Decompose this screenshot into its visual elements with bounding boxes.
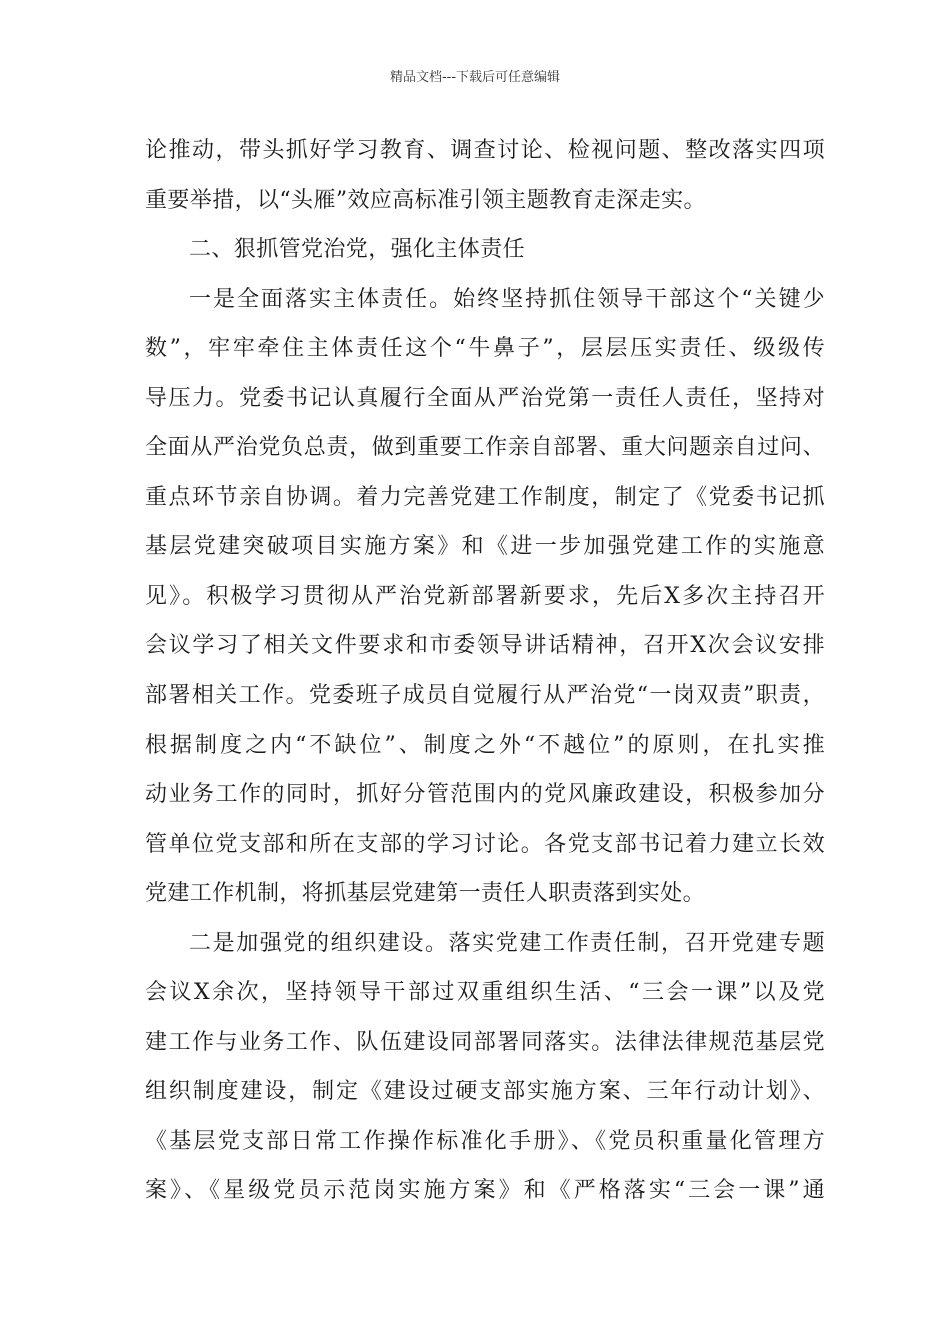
- text-line: 论推动，带头抓好学习教育、调查讨论、检视问题、整改落实四项: [145, 138, 825, 163]
- text-line: 重点环节亲自协调。着力完善党建工作制度，制定了《党委书记抓: [145, 484, 825, 510]
- page-header: 精品文档---下载后可任意编辑: [389, 70, 561, 85]
- text-line: 导压力。党委书记认真履行全面从严治党第一责任人责任，坚持对: [145, 385, 825, 411]
- text-line: 组织制度建设，制定《建设过硬支部实施方案、三年行动计划》、: [145, 1079, 825, 1105]
- text-line: 建工作与业务工作、队伍建设同部署同落实。法律法律规范基层党: [145, 1029, 825, 1055]
- text-line: 部署相关工作。党委班子成员自觉履行从严治党“一岗双责”职责，: [145, 683, 825, 709]
- document-body: [145, 126, 825, 1216]
- text-line: 根据制度之内“不缺位”、制度之外“不越位”的原则，在扎实推: [145, 732, 825, 758]
- text-line: 案》、《星级党员示范岗实施方案》和《严格落实“三会一课”通: [145, 1178, 825, 1204]
- text-line: 全面从严治党负总责，做到重要工作亲自部署、重大问题亲自过问、: [145, 435, 825, 461]
- text-line: 管单位党支部和所在支部的学习讨论。各党支部书记着力建立长效: [145, 831, 825, 857]
- text-line: 二是加强党的组织建设。落实党建工作责任制，召开党建专题: [189, 930, 825, 956]
- text-line: 见》。积极学习贯彻从严治党新部署新要求，先后X多次主持召开: [145, 583, 825, 609]
- text-line: 党建工作机制，将抓基层党建第一责任人职责落到实处。: [145, 881, 706, 907]
- text-line: 动业务工作的同时，抓好分管范围内的党风廉政建设，积极参加分: [145, 782, 825, 808]
- text-line: 基层党建突破项目实施方案》和《进一步加强党建工作的实施意: [145, 534, 825, 560]
- section-heading: 二、狠抓管党治党，强化主体责任: [189, 237, 526, 263]
- text-line: 数”，牢牢牵住主体责任这个“牛鼻子”，层层压实责任、级级传: [145, 336, 825, 362]
- text-line: 《基层党支部日常工作操作标准化手册》、《党员积重量化管理方: [145, 1128, 825, 1154]
- text-line: 会议X余次，坚持领导干部过双重组织生活、“三会一课”以及党: [145, 980, 825, 1006]
- text-line: 会议学习了相关文件要求和市委领导讲话精神，召开X次会议安排: [145, 633, 825, 659]
- text-line: 重要举措，以“头雁”效应高标准引领主题教育走深走实。: [145, 187, 706, 213]
- text-line: 一是全面落实主体责任。始终坚持抓住领导干部这个“关键少: [189, 286, 825, 312]
